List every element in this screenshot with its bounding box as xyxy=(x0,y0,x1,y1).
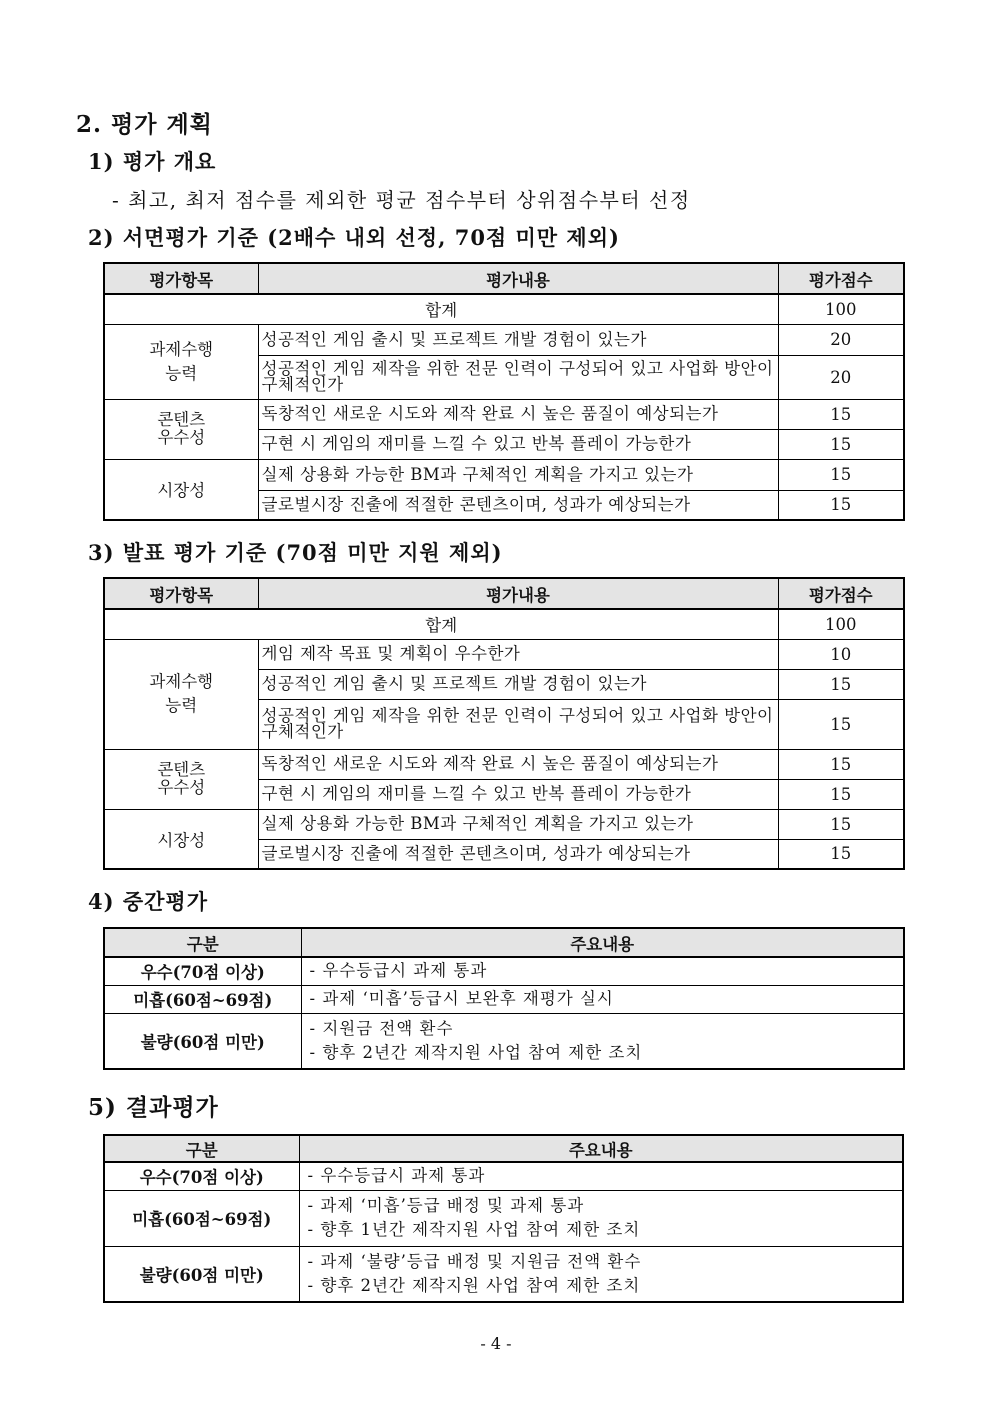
grade-cell: 우수(70점 이상) xyxy=(104,1162,299,1190)
score-cell: 15 xyxy=(778,399,904,429)
note-cell: - 지원금 전액 환수 - 향후 2년간 제작지원 사업 참여 제한 조치 xyxy=(301,1013,904,1069)
score-cell: 15 xyxy=(778,699,904,749)
grade-cell: 미흡(60점~69점) xyxy=(104,1190,299,1246)
total-score: 100 xyxy=(778,609,904,639)
page-number: - 4 - xyxy=(480,1334,512,1353)
table-row xyxy=(104,985,904,1013)
grade-cell: 불량(60점 미만) xyxy=(104,1246,299,1302)
content-cell: 독창적인 새로운 시도와 제작 완료 시 높은 품질이 예상되는가 xyxy=(258,749,778,779)
header-cell: 평가점수 xyxy=(778,578,904,609)
content-cell: 실제 상용화 가능한 BM과 구체적인 계획을 가지고 있는가 xyxy=(258,459,778,490)
presentation-eval-table xyxy=(103,577,905,870)
s3-title: 3) 발표 평가 기준 (70점 미만 지원 제외) xyxy=(88,540,503,565)
table-row xyxy=(104,639,904,669)
header-cell: 평가항목 xyxy=(104,578,258,609)
score-cell: 15 xyxy=(778,809,904,839)
midterm-eval-table xyxy=(103,927,905,1070)
grade-cell: 미흡(60점~69점) xyxy=(104,985,301,1013)
result-eval-table xyxy=(103,1134,904,1303)
category-cell: 콘텐츠 우수성 xyxy=(104,749,258,809)
content-cell: 구현 시 게임의 재미를 느낄 수 있고 반복 플레이 가능한가 xyxy=(258,429,778,459)
header-cell: 평가점수 xyxy=(778,263,904,294)
table-header-row xyxy=(104,1135,903,1162)
note-cell: - 과제 ‘미흡’등급 배정 및 과제 통과 - 향후 1년간 제작지원 사업 참여 제한 조치 xyxy=(299,1190,903,1246)
table-header-row xyxy=(104,263,904,294)
score-cell: 20 xyxy=(778,324,904,355)
note-cell: - 과제 ‘불량’등급 배정 및 지원금 전액 환수 - 향후 2년간 제작지원 사업 참여 제한 조치 xyxy=(299,1246,903,1302)
content-cell: 구현 시 게임의 재미를 느낄 수 있고 반복 플레이 가능한가 xyxy=(258,779,778,809)
content-cell: 게임 제작 목표 및 계획이 우수한가 xyxy=(258,639,778,669)
content-cell: 글로벌시장 진출에 적절한 콘텐츠이며, 성과가 예상되는가 xyxy=(258,490,778,520)
score-cell: 10 xyxy=(778,639,904,669)
total-row xyxy=(104,609,904,639)
s5-title: 5) 결과평가 xyxy=(88,1094,219,1121)
s1-title: 1) 평가 개요 xyxy=(88,149,217,174)
table-row xyxy=(104,809,904,839)
content-cell: 독창적인 새로운 시도와 제작 완료 시 높은 품질이 예상되는가 xyxy=(258,399,778,429)
table-row xyxy=(104,324,904,355)
score-cell: 15 xyxy=(778,459,904,490)
total-label: 합계 xyxy=(104,294,778,324)
category-cell: 과제수행 능력 xyxy=(104,324,258,399)
score-cell: 15 xyxy=(778,669,904,699)
total-score: 100 xyxy=(778,294,904,324)
content-cell: 성공적인 게임 출시 및 프로젝트 개발 경험이 있는가 xyxy=(258,324,778,355)
score-cell: 15 xyxy=(778,749,904,779)
header-cell: 주요내용 xyxy=(301,928,904,957)
score-cell: 15 xyxy=(778,490,904,520)
table-row xyxy=(104,459,904,490)
table-row xyxy=(104,1190,903,1246)
header-cell: 평가내용 xyxy=(258,263,778,294)
content-cell: 실제 상용화 가능한 BM과 구체적인 계획을 가지고 있는가 xyxy=(258,809,778,839)
total-label: 합계 xyxy=(104,609,778,639)
table-header-row xyxy=(104,578,904,609)
category-cell: 시장성 xyxy=(104,809,258,869)
table-row xyxy=(104,749,904,779)
note-cell: - 과제 ‘미흡’등급시 보완후 재평가 실시 xyxy=(301,985,904,1013)
content-cell: 성공적인 게임 제작을 위한 전문 인력이 구성되어 있고 사업화 방안이 구체적인가 xyxy=(258,355,778,399)
category-cell: 과제수행 능력 xyxy=(104,639,258,749)
note-cell: - 우수등급시 과제 통과 xyxy=(299,1162,903,1190)
table-row xyxy=(104,1013,904,1069)
table-row xyxy=(104,399,904,429)
section-title: 2. 평가 계획 xyxy=(76,111,213,138)
header-cell: 구분 xyxy=(104,1135,299,1162)
s4-title: 4) 중간평가 xyxy=(88,889,209,914)
score-cell: 15 xyxy=(778,429,904,459)
header-cell: 평가항목 xyxy=(104,263,258,294)
score-cell: 15 xyxy=(778,839,904,869)
header-cell: 주요내용 xyxy=(299,1135,903,1162)
table-row xyxy=(104,957,904,985)
content-cell: 글로벌시장 진출에 적절한 콘텐츠이며, 성과가 예상되는가 xyxy=(258,839,778,869)
content-cell: 성공적인 게임 출시 및 프로젝트 개발 경험이 있는가 xyxy=(258,669,778,699)
score-cell: 15 xyxy=(778,779,904,809)
header-cell: 구분 xyxy=(104,928,301,957)
note-cell: - 우수등급시 과제 통과 xyxy=(301,957,904,985)
content-cell: 성공적인 게임 제작을 위한 전문 인력이 구성되어 있고 사업화 방안이 구체적인가 xyxy=(258,699,778,749)
score-cell: 20 xyxy=(778,355,904,399)
category-cell: 시장성 xyxy=(104,459,258,520)
category-cell: 콘텐츠 우수성 xyxy=(104,399,258,459)
header-cell: 평가내용 xyxy=(258,578,778,609)
grade-cell: 불량(60점 미만) xyxy=(104,1013,301,1069)
total-row xyxy=(104,294,904,324)
written-eval-table xyxy=(103,262,905,521)
s1-line: - 최고, 최저 점수를 제외한 평균 점수부터 상위점수부터 선정 xyxy=(112,188,691,212)
table-header-row xyxy=(104,928,904,957)
s2-title: 2) 서면평가 기준 (2배수 내외 선정, 70점 미만 제외) xyxy=(88,225,620,250)
table-row xyxy=(104,1162,903,1190)
table-row xyxy=(104,1246,903,1302)
grade-cell: 우수(70점 이상) xyxy=(104,957,301,985)
